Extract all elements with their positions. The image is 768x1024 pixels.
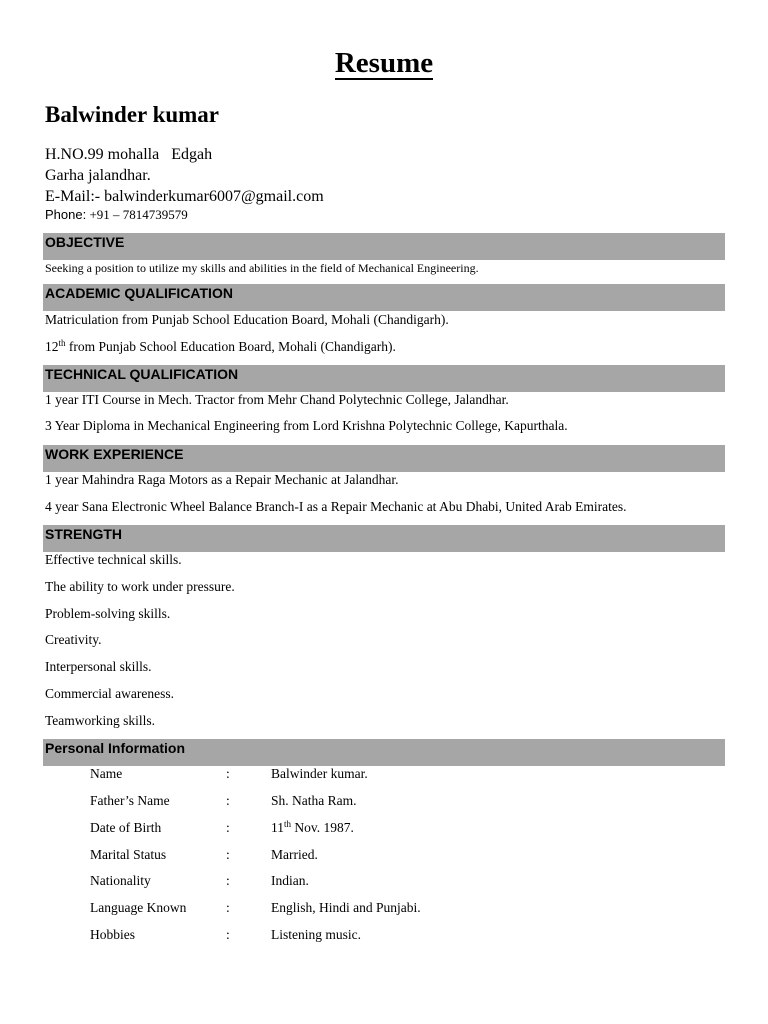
work-item: 4 year Sana Electronic Wheel Balance Branch-I as a Repair Mechanic at Abu Dhabi, United Arab Emirates.: [45, 499, 627, 514]
personal-info-row: [90, 899, 690, 917]
academic-item: Matriculation from Punjab School Education Board, Mohali (Chandigarh).: [45, 312, 449, 327]
personal-info-row: [90, 926, 690, 944]
email-line: E-Mail:- balwinderkumar6007@gmail.com: [45, 188, 324, 205]
technical-item: 3 Year Diploma in Mechanical Engineering from Lord Krishna Polytechnic College, Kapurthala.: [45, 418, 568, 433]
academic-item-superscript: th: [58, 338, 66, 348]
academic-item-text: from Punjab School Education Board, Mohali (Chandigarh).: [65, 339, 396, 354]
document-title-text: Resume: [334, 47, 434, 79]
personal-info-colon: :: [226, 873, 230, 888]
personal-info-colon: :: [226, 766, 230, 781]
work-item: 1 year Mahindra Raga Motors as a Repair Mechanic at Jalandhar.: [45, 472, 399, 487]
dob-rest: Nov. 1987.: [291, 820, 354, 835]
personal-info-row: [90, 846, 690, 864]
section-heading-personal: Personal Information: [43, 739, 725, 766]
personal-info-row: [90, 872, 690, 890]
personal-info-label: Date of Birth: [90, 820, 162, 835]
personal-info-label: Name: [90, 766, 123, 781]
document-title: [0, 45, 768, 81]
personal-info-label: Father’s Name: [90, 793, 170, 808]
personal-info-value: Married.: [271, 847, 318, 862]
strength-item: Interpersonal skills.: [45, 659, 152, 674]
strength-item: Problem-solving skills.: [45, 606, 171, 621]
phone-line: [45, 206, 188, 224]
address-line-2: Garha jalandhar.: [45, 167, 151, 184]
section-heading-academic: ACADEMIC QUALIFICATION: [43, 284, 725, 311]
strength-item: Teamworking skills.: [45, 713, 156, 728]
personal-info-colon: :: [226, 847, 230, 862]
dob-day: 11: [271, 820, 284, 835]
personal-info-row: [90, 819, 690, 837]
dob-superscript: th: [284, 819, 292, 829]
personal-info-colon: :: [226, 927, 230, 942]
personal-info-value: Balwinder kumar.: [271, 766, 368, 781]
personal-info-value: [271, 819, 354, 837]
phone-value: +91 – 7814739579: [86, 207, 188, 222]
section-heading-strength: STRENGTH: [43, 525, 725, 552]
strength-item: Effective technical skills.: [45, 552, 182, 567]
section-heading-technical: TECHNICAL QUALIFICATION: [43, 365, 725, 392]
personal-info-label: Marital Status: [90, 847, 167, 862]
personal-info-value: Indian.: [271, 873, 309, 888]
personal-info-label: Language Known: [90, 900, 187, 915]
strength-item: Creativity.: [45, 632, 102, 647]
objective-text: Seeking a position to utilize my skills and abilities in the field of Mechanical Engineering.: [45, 261, 479, 275]
section-heading-work: WORK EXPERIENCE: [43, 445, 725, 472]
personal-info-label: Nationality: [90, 873, 151, 888]
phone-label: Phone:: [45, 207, 87, 222]
personal-info-row: [90, 765, 690, 783]
candidate-name: Balwinder kumar: [45, 102, 220, 127]
personal-info-colon: :: [226, 900, 230, 915]
personal-info-label: Hobbies: [90, 927, 135, 942]
academic-item-number: 12: [45, 339, 59, 354]
section-heading-objective: OBJECTIVE: [43, 233, 725, 260]
personal-info-colon: :: [226, 820, 230, 835]
technical-item: 1 year ITI Course in Mech. Tractor from Mehr Chand Polytechnic College, Jalandhar.: [45, 392, 509, 407]
personal-info-value: English, Hindi and Punjabi.: [271, 900, 421, 915]
personal-info-colon: :: [226, 793, 230, 808]
address-line-1: H.NO.99 mohalla Edgah: [45, 146, 213, 163]
strength-item: The ability to work under pressure.: [45, 579, 235, 594]
academic-item: [45, 338, 396, 356]
personal-info-value: Sh. Natha Ram.: [271, 793, 357, 808]
strength-item: Commercial awareness.: [45, 686, 174, 701]
personal-info-row: [90, 792, 690, 810]
personal-info-value: Listening music.: [271, 927, 361, 942]
